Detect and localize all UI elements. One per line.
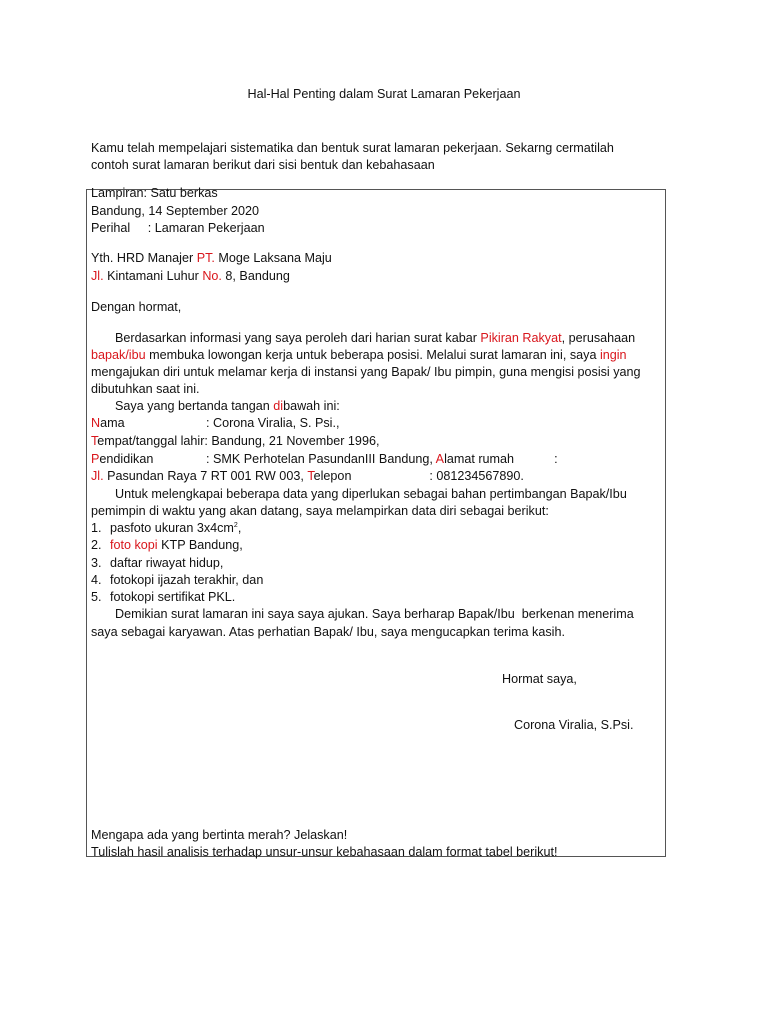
lampiran-line: Lampiran: Satu berkas	[91, 186, 218, 200]
pend-value: : SMK Perhotelan PasundanIII Bandung,	[206, 452, 436, 466]
page-title: Hal-Hal Penting dalam Surat Lamaran Pekerjaan	[247, 87, 521, 101]
attachment-text-2: KTP Bandung,	[157, 538, 243, 552]
alamat-initial: A	[435, 452, 445, 466]
address-street: Kintamani Luhur	[103, 269, 203, 283]
question-2: Tulislah hasil analisis terhadap unsur-unsur kebahasaan dalam format tabel berikut!	[91, 845, 558, 859]
address-no: No.	[202, 269, 222, 283]
para1-ingin: ingin	[599, 348, 627, 362]
attachment-item-4	[91, 572, 263, 589]
attachment-item-5	[91, 589, 235, 606]
attachment-num-2: 2.	[91, 538, 102, 552]
letter-frame	[86, 186, 666, 859]
para1-bapak-ibu: bapak/ibu	[91, 348, 146, 362]
nama-initial: N	[91, 416, 101, 430]
letter-date: Bandung, 14 September 2020	[91, 204, 260, 218]
attachment-text-3: daftar riwayat hidup,	[110, 556, 224, 570]
field-nama	[91, 415, 339, 432]
addr-jl: Jl.	[91, 469, 104, 483]
tel-initial: T	[307, 469, 314, 483]
signer-intro-text: Saya yang bertanda tangan	[115, 399, 274, 413]
para1-line2-text: membuka lowongan kerja untuk beberapa posisi. Melalui surat lamaran ini, saya	[145, 348, 600, 362]
pend-initial: P	[91, 452, 100, 466]
para1-text-end: , perusahaan	[561, 331, 636, 345]
recipient-company: Moge Laksana Maju	[214, 251, 332, 265]
tel-label: elepon	[313, 469, 352, 483]
attachment-num-4: 4.	[91, 573, 102, 587]
question-1: Mengapa ada yang bertinta merah? Jelaskan!	[91, 828, 348, 842]
para1-line4: dibutuhkan saat ini.	[91, 382, 200, 396]
attachment-num-1: 1.	[91, 521, 102, 535]
para1-text: Berdasarkan informasi yang saya peroleh dari harian surat kabar	[115, 331, 481, 345]
address-city: 8, Bandung	[221, 269, 290, 283]
signer-intro	[91, 398, 340, 415]
attachment-num-5: 5.	[91, 590, 102, 604]
para2-line2: pemimpin di waktu yang akan datang, saya melampirkan data diri sebagai berikut:	[91, 504, 549, 518]
tel-value: : 081234567890.	[429, 469, 524, 483]
perihal-line: Perihal : Lamaran Pekerjaan	[91, 221, 265, 235]
signer-name: Corona Viralia, S.Psi.	[514, 718, 634, 732]
para1-line2	[91, 347, 627, 364]
attachment-text-5: fotokopi sertifikat PKL.	[110, 590, 236, 604]
attachment-text-4: fotokopi ijazah terakhir, dan	[110, 573, 264, 587]
intro-line-2: contoh surat lamaran berikut dari sisi bentuk dan kebahasaan	[91, 158, 435, 172]
recipient-address	[91, 268, 290, 285]
ttl-text: empat/tanggal lahir: Bandung, 21 November 1996,	[97, 434, 380, 448]
attachment-text-1: pasfoto ukuran 3x4cm	[110, 521, 234, 535]
attachment-num-3: 3.	[91, 556, 102, 570]
field-pendidikan	[91, 451, 558, 468]
attachment-item-2	[91, 537, 243, 554]
greeting: Dengan hormat,	[91, 300, 182, 314]
signoff: Hormat saya,	[502, 672, 577, 686]
para1-line3: mengajukan diri untuk melamar kerja di instansi yang Bapak/ Ibu pimpin, guna mengisi posisi yang	[91, 365, 641, 379]
attachment-sup-1: 2	[233, 522, 238, 529]
attachment-after-1: ,	[237, 521, 242, 535]
signer-intro-di: di	[273, 399, 284, 413]
closing-line2: saya sebagai karyawan. Atas perhatian Bapak/ Ibu, saya mengucapkan terima kasih.	[91, 625, 565, 639]
attachment-item-1	[91, 520, 241, 537]
nama-label: ama	[100, 416, 125, 430]
recipient-pre: Yth. HRD Manajer	[91, 251, 197, 265]
recipient-pt: PT.	[196, 251, 215, 265]
para2-line1: Untuk melengkapai beberapa data yang diperlukan sebagai bahan pertimbangan Bapak/Ibu	[115, 487, 627, 501]
closing-line1: Demikian surat lamaran ini saya saya ajukan. Saya berharap Bapak/Ibu berkenan menerima	[115, 607, 634, 621]
address-jl: Jl.	[91, 269, 104, 283]
para1-newspaper: Pikiran Rakyat	[480, 331, 562, 345]
pend-label: endidikan	[99, 452, 154, 466]
recipient-line	[91, 250, 332, 267]
field-ttl	[91, 433, 379, 450]
attachment-foto-kopi: foto kopi	[110, 538, 158, 552]
alamat-colon: :	[554, 452, 558, 466]
attachment-item-3	[91, 555, 223, 572]
para1-line1	[91, 330, 635, 347]
field-address-phone	[91, 468, 524, 485]
alamat-label: lamat rumah	[444, 452, 515, 466]
ttl-initial: T	[91, 434, 98, 448]
signer-intro-end: bawah ini:	[283, 399, 340, 413]
nama-value: : Corona Viralia, S. Psi.,	[206, 416, 340, 430]
addr-text: Pasundan Raya 7 RT 001 RW 003,	[103, 469, 308, 483]
intro-line-1: Kamu telah mempelajari sistematika dan bentuk surat lamaran pekerjaan. Sekarng cermatilah	[91, 141, 614, 155]
